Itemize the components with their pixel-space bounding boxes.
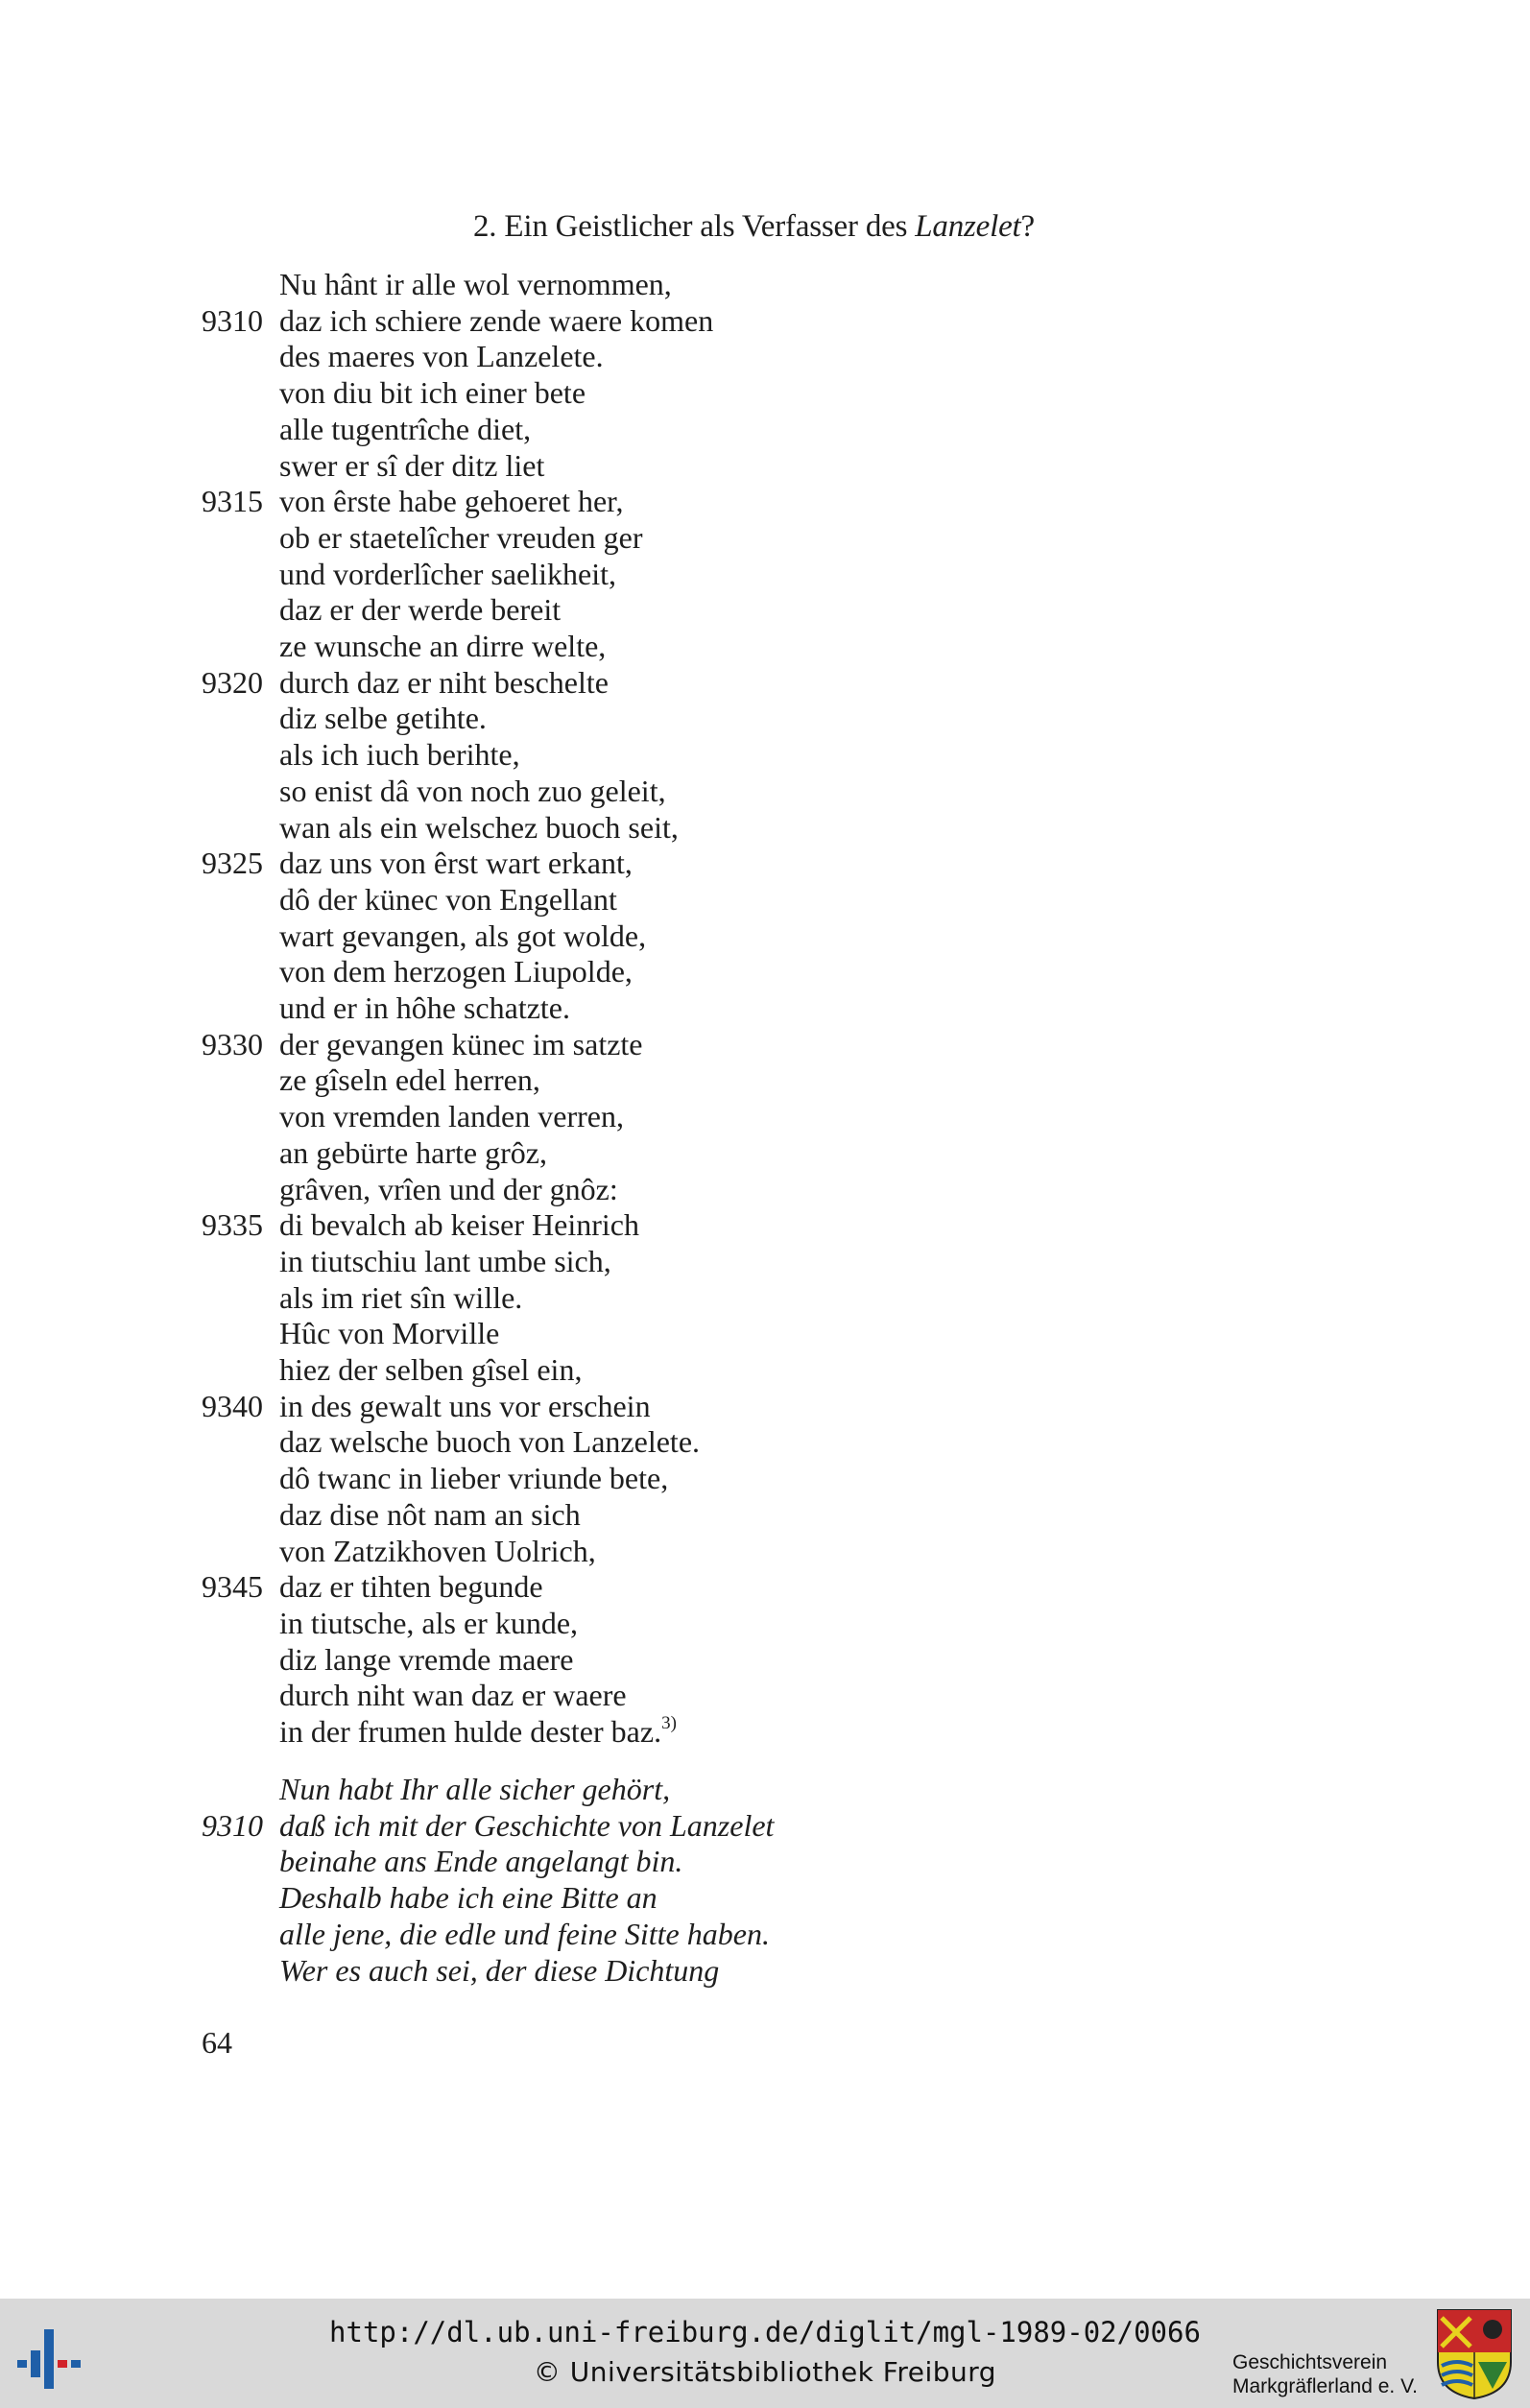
verse-line-text (279, 483, 624, 519)
verse-line-text (279, 447, 544, 484)
verse-text: daz ich schiere zende waere komen (279, 302, 714, 338)
verse-line-text (279, 1061, 540, 1098)
society-line-1: Geschichtsverein (1232, 2351, 1388, 2373)
verse-line (0, 881, 1530, 918)
verse-text: grâven, vrîen und der gnôz: (279, 1171, 618, 1206)
verse-line-text (279, 1605, 578, 1641)
verse-line-text (279, 953, 633, 989)
verse-line-text (279, 1916, 770, 1952)
verse-text: dô der künec von Engellant (279, 881, 617, 917)
verse-line (0, 266, 1530, 302)
verse-line (0, 1807, 1530, 1844)
verse-line-text (279, 1098, 624, 1134)
verse-line-text (279, 1026, 643, 1062)
verse-line-number: 9335 (202, 1207, 263, 1243)
verse-text: von vremden landen verren, (279, 1099, 624, 1134)
source-url-link[interactable]: http://dl.ub.uni-freiburg.de/diglit/mgl-1989-02/0066 (329, 2316, 1201, 2348)
verse-text: ze wunsche an dirre welte, (279, 629, 607, 663)
verse-line-number: 9325 (202, 846, 263, 881)
verse-text: von Zatzikhoven Uolrich, (279, 1533, 596, 1568)
verse-line-text (279, 1351, 582, 1388)
verse-line-number: 9310 (202, 302, 263, 338)
verse-text: in tiutschiu lant umbe sich, (279, 1243, 611, 1278)
verse-text: wart gevangen, als got wolde, (279, 918, 647, 953)
page-number: 64 (202, 2025, 232, 2060)
verse-line (0, 447, 1530, 484)
verse-text: durch niht wan daz er waere (279, 1678, 627, 1713)
running-head-italic: Lanzelet (915, 209, 1021, 244)
verse-text: Nu hânt ir alle wol vernommen, (279, 267, 672, 301)
verse-text: diz lange vremde maere (279, 1641, 574, 1677)
verse-line-text (279, 1171, 618, 1207)
verse-line (0, 338, 1530, 374)
verse-line-text (279, 1315, 499, 1351)
verse-line-text (279, 556, 616, 592)
verse-text: Nun habt Ihr alle sicher gehört, (279, 1772, 671, 1806)
verse-line-text (279, 1843, 682, 1879)
verse-line-number: 9310 (202, 1807, 263, 1843)
verse-line (0, 1279, 1530, 1316)
verse-line-number: 9320 (202, 664, 263, 700)
verse-text: alle jene, die edle und feine Sitte haben. (279, 1916, 770, 1951)
verse-line (0, 1533, 1530, 1569)
verse-line-text (279, 374, 586, 411)
verse-line (0, 374, 1530, 411)
verse-text: daß ich mit der Geschichte von Lanzelet (279, 1807, 775, 1843)
verse-text: so enist dâ von noch zuo geleit, (279, 773, 666, 808)
verse-text: als ich iuch berihte, (279, 737, 520, 773)
verse-line (0, 1243, 1530, 1279)
verse-text: in des gewalt uns vor erschein (279, 1388, 651, 1423)
verse-line-text (279, 519, 642, 556)
verse-text: wan als ein welschez buoch seit, (279, 809, 679, 845)
society-name (1232, 2350, 1418, 2398)
running-head-suffix: ? (1020, 209, 1035, 244)
verse-line (0, 953, 1530, 989)
verse-text: an gebürte harte grôz, (279, 1134, 547, 1170)
verse-line (0, 809, 1530, 846)
verse-line (0, 700, 1530, 736)
verse-line-text (279, 302, 713, 339)
verse-text: daz uns von êrst wart erkant, (279, 846, 633, 881)
verse-line (0, 1098, 1530, 1134)
verse-line (0, 1568, 1530, 1605)
verse-line (0, 483, 1530, 519)
verse-line-text (279, 338, 604, 374)
verse-line-text (279, 700, 487, 736)
verse-line-text (279, 628, 606, 664)
verse-text: durch daz er niht beschelte (279, 664, 609, 700)
verse-line-text (279, 989, 570, 1026)
footnote-marker[interactable]: 3) (661, 1713, 677, 1733)
verse-line (0, 1171, 1530, 1207)
verse-line (0, 591, 1530, 628)
verse-text: hiez der selben gîsel ein, (279, 1352, 583, 1387)
verse-text: von diu bit ich einer bete (279, 375, 586, 411)
verse-line-text (279, 1807, 774, 1844)
verse-line (0, 736, 1530, 773)
verse-line (0, 556, 1530, 592)
verse-text: daz er tihten begunde (279, 1569, 543, 1605)
coat-of-arms-icon[interactable] (1436, 2308, 1513, 2400)
verse-text: daz dise nôt nam an sich (279, 1496, 581, 1532)
verse-line (0, 1771, 1530, 1807)
verse-text: Deshalb habe ich eine Bitte an (279, 1880, 657, 1916)
verse-text: alle tugentrîche diet, (279, 411, 532, 446)
verse-line-text (279, 664, 609, 701)
verse-line (0, 1641, 1530, 1678)
verse-line (0, 1206, 1530, 1243)
verse-line-number: 9315 (202, 484, 263, 519)
verse-text: Wer es auch sei, der diese Dichtung (279, 1952, 720, 1988)
verse-text: ze gîseln edel herren, (279, 1062, 540, 1098)
verse-text: daz welsche buoch von Lanzelete. (279, 1424, 701, 1460)
verse-line (0, 1677, 1530, 1713)
verse-line (0, 918, 1530, 954)
verse-text: in der frumen hulde dester baz. (279, 1714, 662, 1749)
running-head (473, 209, 1035, 245)
verse-line-text (279, 1243, 611, 1279)
verse-line (0, 845, 1530, 881)
running-head-prefix: 2. Ein Geistlicher als Verfasser des (473, 209, 916, 244)
verse-line (0, 302, 1530, 339)
verse-line (0, 773, 1530, 809)
verse-text: von êrste habe gehoeret her, (279, 484, 624, 519)
verse-line (0, 989, 1530, 1026)
verse-line-text (279, 845, 633, 881)
verse-line-text (279, 1713, 677, 1750)
verse-text: und er in hôhe schatzte. (279, 990, 570, 1025)
verse-line-text (279, 266, 672, 302)
verse-text: als im riet sîn wille. (279, 1279, 523, 1315)
verse-text: der gevangen künec im satzte (279, 1026, 643, 1061)
verse-text: diz selbe getihte. (279, 701, 487, 736)
verse-line-text (279, 1533, 596, 1569)
verse-line-text (279, 411, 531, 447)
verse-line-text (279, 881, 617, 918)
verse-line (0, 1061, 1530, 1098)
verse-line (0, 1952, 1530, 1989)
verse-text: des maeres von Lanzelete. (279, 339, 604, 374)
verse-line (0, 1423, 1530, 1460)
verse-line-text (279, 1771, 670, 1807)
verse-line-text (279, 1206, 639, 1243)
verse-line (0, 1134, 1530, 1171)
verse-line-text (279, 1879, 657, 1916)
verse-line-text (279, 809, 679, 846)
verse-line-text (279, 736, 520, 773)
verse-line-text (279, 1641, 574, 1678)
verse-line (0, 1713, 1530, 1750)
verse-line (0, 411, 1530, 447)
verse-line (0, 1879, 1530, 1916)
verse-line (0, 1605, 1530, 1641)
verse-line (0, 1496, 1530, 1533)
verse-line-text (279, 1677, 627, 1713)
verse-line-text (279, 1423, 700, 1460)
verse-text: in tiutsche, als er kunde, (279, 1605, 579, 1640)
verse-line-text (279, 918, 646, 954)
verse-line (0, 1916, 1530, 1952)
society-line-2: Markgräflerland e. V. (1232, 2375, 1418, 2397)
verse-line (0, 1026, 1530, 1062)
verse-text: daz er der werde bereit (279, 592, 562, 628)
verse-line-text (279, 1568, 543, 1605)
verse-text: und vorderlîcher saelikheit, (279, 556, 616, 591)
verse-text: beinahe ans Ende angelangt bin. (279, 1844, 683, 1879)
verse-line-text (279, 1279, 522, 1316)
verse-line (0, 628, 1530, 664)
verse-text: ob er staetelîcher vreuden ger (279, 519, 643, 555)
verse-line-text (279, 1134, 547, 1171)
verse-line (0, 1388, 1530, 1424)
verse-line-text (279, 1952, 719, 1989)
footer-bar (0, 2299, 1530, 2408)
verse-line-number: 9345 (202, 1569, 263, 1605)
copyright-text: © Universitätsbibliothek Freiburg (533, 2356, 997, 2388)
verse-line-number: 9340 (202, 1388, 263, 1423)
verse-line-text (279, 1460, 668, 1496)
verse-line (0, 1843, 1530, 1879)
verse-line-number: 9330 (202, 1026, 263, 1061)
verse-line (0, 519, 1530, 556)
verse-line (0, 1460, 1530, 1496)
verse-text: di bevalch ab keiser Heinrich (279, 1207, 639, 1243)
verse-text: swer er sî der ditz liet (279, 447, 545, 483)
verse-line-text (279, 591, 561, 628)
verse-text: dô twanc in lieber vriunde bete, (279, 1461, 669, 1496)
verse-line (0, 1315, 1530, 1351)
verse-text: Hûc von Morville (279, 1316, 500, 1351)
verse-text: von dem herzogen Liupolde, (279, 954, 633, 989)
verse-line-text (279, 1388, 651, 1424)
verse-line (0, 664, 1530, 701)
verse-line (0, 1351, 1530, 1388)
verse-line-text (279, 773, 666, 809)
verse-line-text (279, 1496, 581, 1533)
